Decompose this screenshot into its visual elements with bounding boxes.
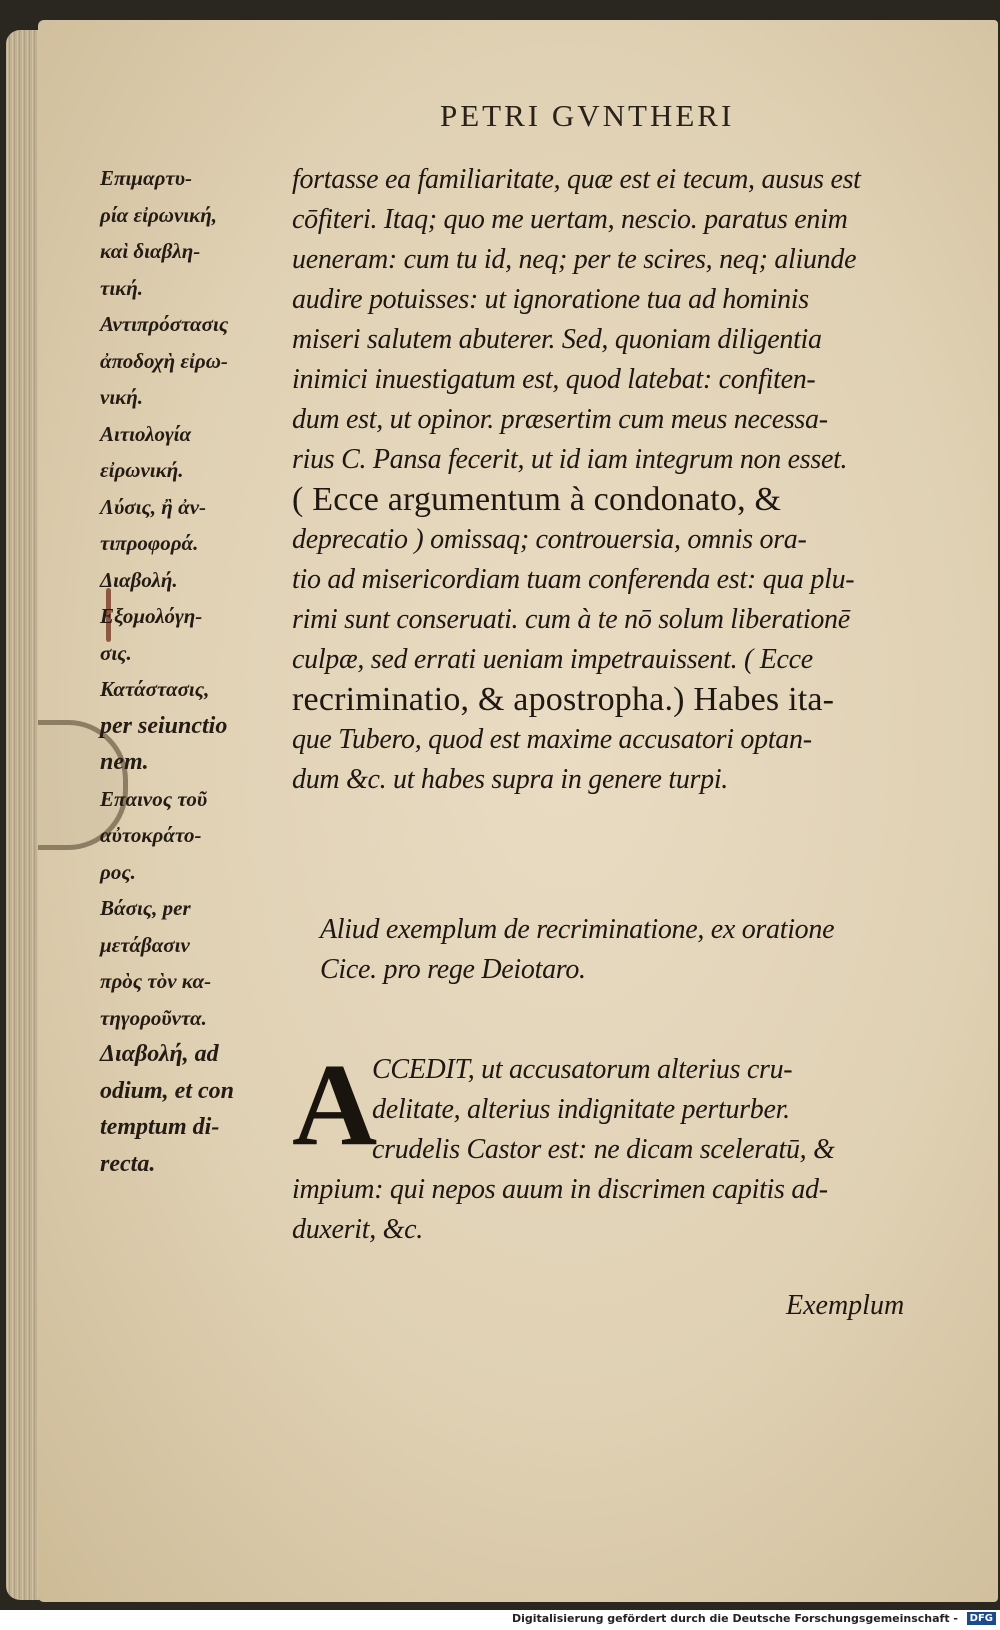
margin-note: Αιτιολογία [100,421,192,446]
margin-note: καὶ διαβλη- [100,239,201,263]
text-line: ueneram: cum tu id, neq; per te scires, neq; aliunde [292,244,857,275]
text-line: tio ad misericordiam tuam conferenda est: qua plu- [292,564,855,595]
text-line: que Tubero, quod est maxime accusatori optan- [292,724,812,755]
margin-note: πρὸς τὸν κα- [100,969,212,993]
margin-note: ρία εἰρωνική, [100,202,218,227]
digitization-footer [0,1610,1000,1630]
margin-note: εἰρωνική. [100,458,184,482]
text-line: rius C. Pansa fecerit, ut id iam integrum non esset. [292,444,848,475]
main-text [292,160,944,800]
text-line: ( Ecce argumentum à condonato, & [292,481,782,518]
text-line: dum &c. ut habes supra in genere turpi. [292,764,728,795]
margin-note: recta. [100,1150,156,1177]
text-line: fortasse ea familiaritate, quæ est ei tecum, ausus est [292,164,861,195]
example-heading-line: Aliud exemplum de recriminatione, ex oratione [320,914,835,945]
margin-note: Επιμαρτυ- [100,166,193,190]
margin-note: per seiunctio [100,712,228,739]
margin-note: Βάσις, per [100,896,191,920]
text-line: deprecatio ) omissaq; controuersia, omnis ora- [292,524,807,555]
quote-line: duxerit, &c. [292,1214,423,1245]
running-title: PETRI GVNTHERI [440,98,735,133]
example-heading [320,910,834,990]
page-edges [6,30,42,1600]
margin-note: Διαβολή. [100,567,178,592]
margin-note: μετάβασιν [100,932,190,957]
margin-note: ρος. [100,859,136,884]
quotation-block [292,1039,942,1250]
catchword: Exemplum [786,1290,905,1321]
quote-line: impium: qui nepos auum in discrimen capitis ad- [292,1174,828,1205]
margin-note: odium, et con [100,1077,235,1104]
footer-credit: Digitalisierung gefördert durch die Deutsche Forschungsgemeinschaft - [511,1612,958,1625]
text-line: inimici inuestigatum est, quod latebat: confiten- [292,364,816,395]
quote-line: CCEDIT, ut accusatorum alterius cru- [372,1054,793,1085]
margin-note: τική. [100,275,144,300]
example-heading-line: Cice. pro rege Deiotaro. [320,954,586,985]
text-line: dum est, ut opinor. præsertim cum meus necessa- [292,404,828,435]
margin-note: αὐτοκράτο- [100,823,202,847]
margin-note: Αντιπρόστασις [100,312,229,336]
text-line: rimi sunt conseruati. cum à te nō solum liberationē [292,604,850,635]
dfg-logo: DFG [967,1612,996,1625]
margin-note: Επαινος τοῦ [100,786,208,811]
text-line: miseri salutem abuterer. Sed, quoniam diligentia [292,324,822,355]
margin-note: nem. [100,749,149,775]
text-line: audire potuisses: ut ignoratione tua ad hominis [292,284,809,315]
margin-note: Εξομολόγη- [100,604,203,628]
margin-note: τηγοροῦντα. [100,1005,207,1030]
quote-line: delitate, alterius indignitate perturber. [372,1094,790,1125]
margin-note: temptum di- [100,1114,220,1140]
text-line: recriminatio, & apostropha.) Habes ita- [292,681,835,718]
text-line: cōfiteri. Itaq; quo me uertam, nescio. paratus enim [292,204,848,235]
margin-note: τιπροφορά. [100,531,199,555]
margin-note: νική. [100,385,144,409]
margin-notes [100,160,280,1182]
margin-note: ἀποδοχὴ εἰρω- [100,348,228,373]
text-line: culpæ, sed errati ueniam impetrauissent. ( Ecce [292,644,813,675]
margin-note: Κατάστασις, [100,677,210,701]
margin-note: Διαβολή, ad [100,1041,219,1067]
decorated-initial: A [292,1039,378,1170]
margin-note: Λύσις, ἢ ἀν- [100,494,207,519]
quote-line: crudelis Castor est: ne dicam sceleratū, & [372,1134,835,1165]
margin-note: σις. [100,640,132,665]
